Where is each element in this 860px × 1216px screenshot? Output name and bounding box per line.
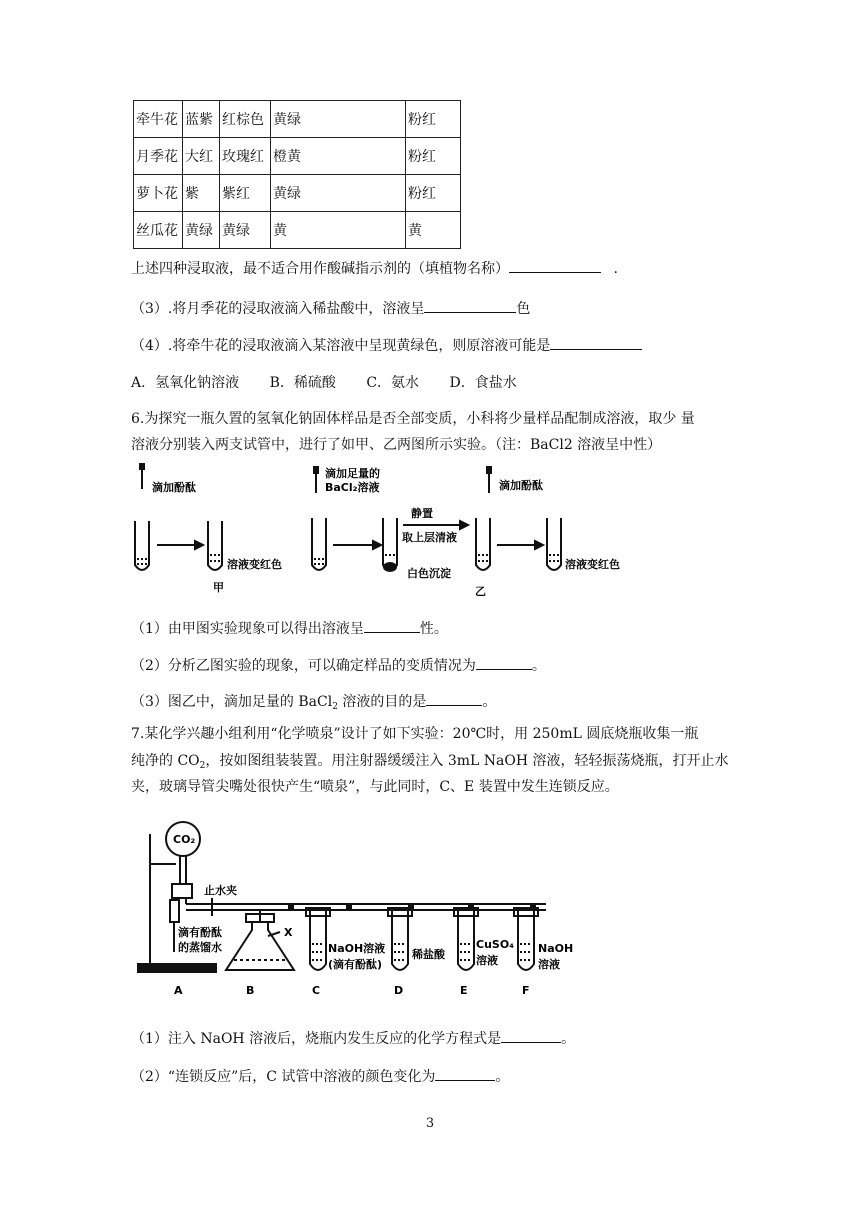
svg-text:E: E bbox=[460, 984, 468, 997]
answer-blank[interactable] bbox=[426, 691, 482, 706]
svg-text:稀盐酸: 稀盐酸 bbox=[412, 948, 445, 961]
svg-text:C: C bbox=[312, 984, 321, 997]
q5-prompt: 上述四种浸取液，最不适合用作酸碱指示剂的（填植物名称） . bbox=[131, 258, 618, 278]
answer-blank[interactable] bbox=[364, 618, 420, 633]
answer-blank[interactable] bbox=[550, 335, 642, 350]
answer-blank[interactable] bbox=[424, 298, 516, 313]
q6-sub1: （1）由甲图实验现象可以得出溶液呈 性。 bbox=[131, 618, 448, 638]
q5-options bbox=[131, 372, 517, 392]
svg-text:溶液: 溶液 bbox=[476, 954, 498, 967]
table-cell: 粉红 bbox=[406, 101, 461, 138]
table-cell: 丝瓜花 bbox=[134, 212, 183, 249]
svg-text:乙: 乙 bbox=[475, 585, 486, 598]
table-cell: 黄 bbox=[271, 212, 406, 249]
svg-text:的蒸馏水: 的蒸馏水 bbox=[178, 941, 222, 954]
q6-sub2: （2）分析乙图实验的现象，可以确定样品的变质情况为 。 bbox=[131, 655, 546, 675]
svg-text:CO₂: CO₂ bbox=[173, 833, 196, 846]
table-cell: 月季花 bbox=[134, 138, 183, 175]
answer-blank[interactable] bbox=[435, 1066, 495, 1081]
table-cell: 橙黄 bbox=[271, 138, 406, 175]
table-cell: 牵牛花 bbox=[134, 101, 183, 138]
option-d[interactable]: D．食盐水 bbox=[449, 375, 517, 391]
svg-text:A: A bbox=[174, 984, 183, 997]
test-tube-icon bbox=[312, 518, 326, 570]
q7-apparatus-figure bbox=[128, 812, 578, 1007]
svg-text:NaOH溶液: NaOH溶液 bbox=[328, 942, 386, 955]
svg-text:NaOH: NaOH bbox=[538, 942, 574, 955]
option-b[interactable]: B．稀硫酸 bbox=[269, 375, 336, 391]
page-number: 3 bbox=[425, 1116, 435, 1131]
test-tube-icon bbox=[547, 518, 561, 570]
table-cell: 黄绿 bbox=[271, 101, 406, 138]
option-a[interactable]: A．氢氧化钠溶液 bbox=[131, 375, 240, 391]
svg-text:取上层清液: 取上层清液 bbox=[402, 531, 457, 544]
q7-sub1: （1）注入 NaOH 溶液后，烧瓶内发生反应的化学方程式是 。 bbox=[131, 1028, 575, 1048]
svg-text:止水夹: 止水夹 bbox=[204, 884, 237, 897]
table-cell: 粉红 bbox=[406, 138, 461, 175]
svg-text:滴加足量的: 滴加足量的 bbox=[325, 467, 380, 480]
table-cell: 大红 bbox=[183, 138, 220, 175]
test-tube-icon bbox=[476, 518, 490, 570]
table-cell: 粉红 bbox=[406, 175, 461, 212]
svg-text:滴加酚酞: 滴加酚酞 bbox=[499, 479, 543, 492]
table-cell: 蓝紫 bbox=[183, 101, 220, 138]
svg-text:X: X bbox=[284, 926, 293, 939]
option-c[interactable]: C．氨水 bbox=[366, 375, 420, 391]
svg-text:溶液变红色: 溶液变红色 bbox=[227, 558, 282, 571]
svg-text:BaCl₂溶液: BaCl₂溶液 bbox=[325, 481, 380, 494]
answer-blank[interactable] bbox=[509, 258, 601, 273]
q6-line1: 6.为探究一瓶久置的氢氧化钠固体样品是否全部变质，小科将少量样品配制成溶液，取少 量 bbox=[131, 411, 695, 427]
svg-text:白色沉淀: 白色沉淀 bbox=[407, 567, 451, 580]
q6-figure bbox=[125, 463, 645, 603]
q5-sub4: （4）.将牵牛花的浸取液滴入某溶液中呈现黄绿色，则原溶液可能是 bbox=[131, 335, 642, 355]
table-row bbox=[134, 138, 461, 175]
table-cell: 黄绿 bbox=[220, 212, 271, 249]
indicator-table bbox=[133, 100, 461, 249]
answer-blank[interactable] bbox=[501, 1028, 561, 1043]
test-tube-icon bbox=[135, 521, 149, 570]
svg-text:滴有酚酞: 滴有酚酞 bbox=[178, 926, 222, 939]
svg-text:F: F bbox=[522, 984, 530, 997]
table-cell: 玫瑰红 bbox=[220, 138, 271, 175]
svg-text:甲: 甲 bbox=[213, 581, 224, 594]
syringe-icon bbox=[170, 900, 179, 922]
table-cell: 紫 bbox=[183, 175, 220, 212]
svg-text:溶液: 溶液 bbox=[538, 958, 560, 971]
answer-blank[interactable] bbox=[476, 655, 532, 670]
table-cell: 黄绿 bbox=[183, 212, 220, 249]
q6-sub3: （3）图乙中，滴加足量的 BaCl$_2$ 溶液的目的是 。 bbox=[131, 691, 496, 712]
table-cell: 黄绿 bbox=[271, 175, 406, 212]
table-cell: 红棕色 bbox=[220, 101, 271, 138]
svg-text:滴加酚酞: 滴加酚酞 bbox=[152, 481, 196, 494]
q5-sub3: （3）.将月季花的浸取液滴入稀盐酸中，溶液呈 色 bbox=[131, 298, 530, 318]
q7-line2: 纯净的 $CO_2$，按如图组装装置。用注射器缓缓注入 3mL NaOH 溶液，轻轻振荡烧瓶，打开止水 bbox=[131, 753, 729, 771]
test-tube-icon bbox=[208, 521, 222, 570]
svg-text:D: D bbox=[394, 984, 404, 997]
svg-text:静置: 静置 bbox=[411, 507, 433, 520]
svg-text:溶液变红色: 溶液变红色 bbox=[565, 558, 620, 571]
table-cell: 黄 bbox=[406, 212, 461, 249]
table-row bbox=[134, 175, 461, 212]
table-cell: 紫红 bbox=[220, 175, 271, 212]
table-row bbox=[134, 212, 461, 249]
table-row bbox=[134, 101, 461, 138]
svg-text:CuSO₄: CuSO₄ bbox=[476, 938, 514, 951]
q7-sub2: （2）“连锁反应”后，C 试管中溶液的颜色变化为 。 bbox=[131, 1066, 509, 1086]
q7-line1: 7.某化学兴趣小组利用“化学喷泉”设计了如下实验：20℃时，用 250mL 圆底烧瓶收集一瓶 bbox=[131, 726, 699, 742]
svg-text:B: B bbox=[246, 984, 255, 997]
svg-text:(滴有酚酞): (滴有酚酞) bbox=[328, 958, 383, 971]
table-cell: 萝卜花 bbox=[134, 175, 183, 212]
q7-line3: 夹，玻璃导管尖嘴处很快产生“喷泉”，与此同时，C、E 装置中发生连锁反应。 bbox=[131, 779, 619, 795]
q6-line2: 溶液分别装入两支试管中，进行了如甲、乙两图所示实验。（注：BaCl2 溶液呈中性） bbox=[131, 437, 662, 453]
